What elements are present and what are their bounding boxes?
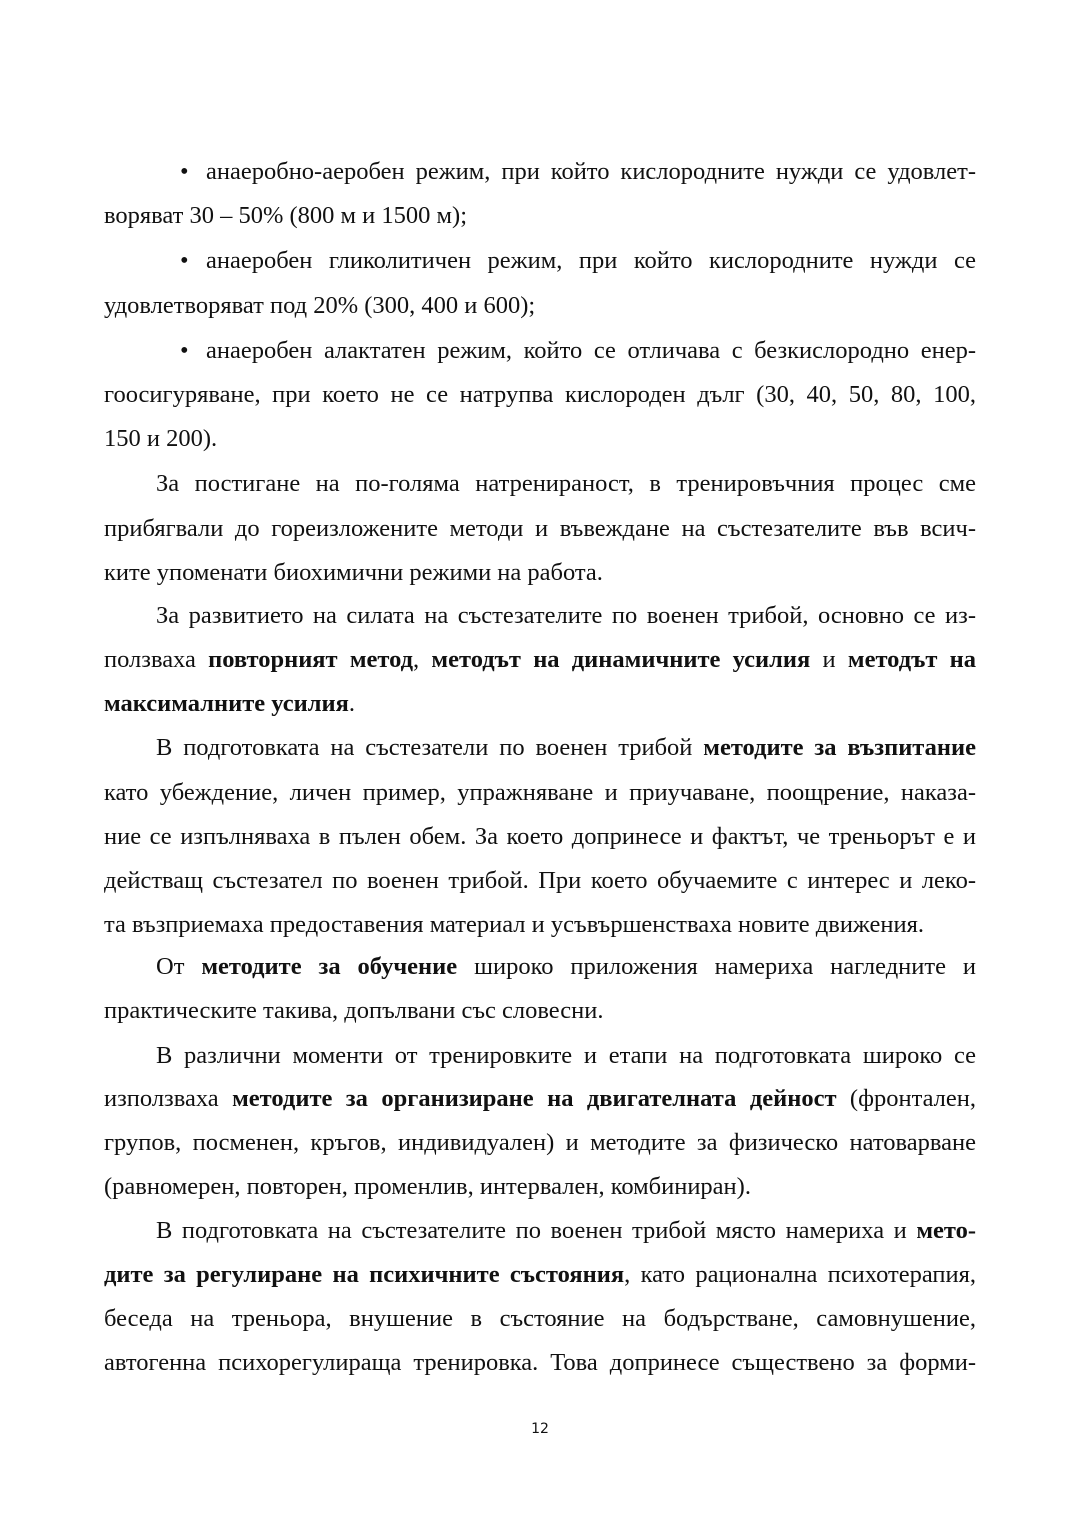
bullet-item-2-line-1: • анаеробен гликолитичен режим, при който кислородните нужди се	[180, 245, 976, 277]
paragraph-6-line-4: автогенна психорегулираща тренировка. Това допринесе съществено за форми-	[104, 1349, 976, 1376]
page-number: 12	[531, 1421, 549, 1437]
paragraph-5-line-2: използваха методите за организиране на двигателната дейност (фронтален,	[104, 1085, 977, 1112]
paragraph-5-line-3: групов, посменен, кръгов, индивидуален) и методите за физическо натоварване	[104, 1129, 976, 1156]
paragraph-1-line-1: За постигане на по-голяма натренираност, в тренировъчния процес сме	[156, 470, 976, 497]
paragraph-6-line-2: дите за регулиране на психичните състояния, като рационална психотерапия,	[104, 1261, 977, 1288]
paragraph-2-line-2: ползваха повторният метод, методът на динамичните усилия и методът на	[104, 646, 977, 673]
paragraph-2-line-3: максималните усилия.	[104, 690, 355, 717]
paragraph-1-line-3: ките упоменати биохимични режими на работа.	[104, 559, 603, 586]
bullet-icon: •	[180, 337, 189, 364]
paragraph-3-line-5: та възприемаха предоставения материал и усъвършенстваха новите движения.	[104, 911, 925, 938]
paragraph-6-line-1: В подготовката на състезателите по военен трибой място намериха и мето-	[156, 1217, 976, 1244]
bullet-icon: •	[180, 158, 189, 185]
paragraph-3-line-2: като убеждение, личен пример, упражняване и приучаване, поощрение, наказа-	[104, 779, 976, 806]
paragraph-2-line-1: За развитието на силата на състезателите по военен трибой, основно се из-	[156, 602, 976, 629]
paragraph-3-line-3: ние се изпълняваха в пълен обем. За което допринесе и фактът, че треньорът е и	[104, 823, 976, 850]
paragraph-5-line-1: В различни моменти от тренировките и етапи на подготовката широко се	[156, 1042, 976, 1069]
bullet-item-3-line-2: гоосигуряване, при което не се натрупва кислороден дълг (30, 40, 50, 80, 100,	[104, 381, 976, 408]
paragraph-1-line-2: прибягвали до гореизложените методи и въвеждане на състезателите във всич-	[104, 515, 976, 542]
paragraph-5-line-4: (равномерен, повторен, променлив, интервален, комбиниран).	[104, 1173, 751, 1200]
bullet-item-1-line-2: воряват 30 – 50% (800 м и 1500 м);	[104, 202, 468, 229]
paragraph-3-line-1: В подготовката на състезатели по военен трибой методите за възпитание	[156, 734, 976, 761]
bullet-item-2-line-2: удовлетворяват под 20% (300, 400 и 600);	[104, 292, 536, 319]
paragraph-3-line-4: действащ състезател по военен трибой. При което обучаемите с интерес и леко-	[104, 867, 976, 894]
bullet-item-3-line-1: • анаеробен алактатен режим, който се отличава с безкислородно енер-	[180, 335, 976, 367]
bullet-icon: •	[180, 247, 189, 274]
paragraph-4-line-1: От методите за обучение широко приложения намериха нагледните и	[156, 953, 977, 980]
paragraph-4-line-2: практическите такива, допълвани със словесни.	[104, 997, 604, 1024]
paragraph-6-line-3: беседа на треньора, внушение в състояние на бодърстване, самовнушение,	[104, 1305, 976, 1332]
bullet-item-3-line-3: 150 и 200).	[104, 425, 218, 452]
bullet-item-1-line-1: • анаеробно-аеробен режим, при който кислородните нужди се удовлет-	[180, 156, 976, 188]
